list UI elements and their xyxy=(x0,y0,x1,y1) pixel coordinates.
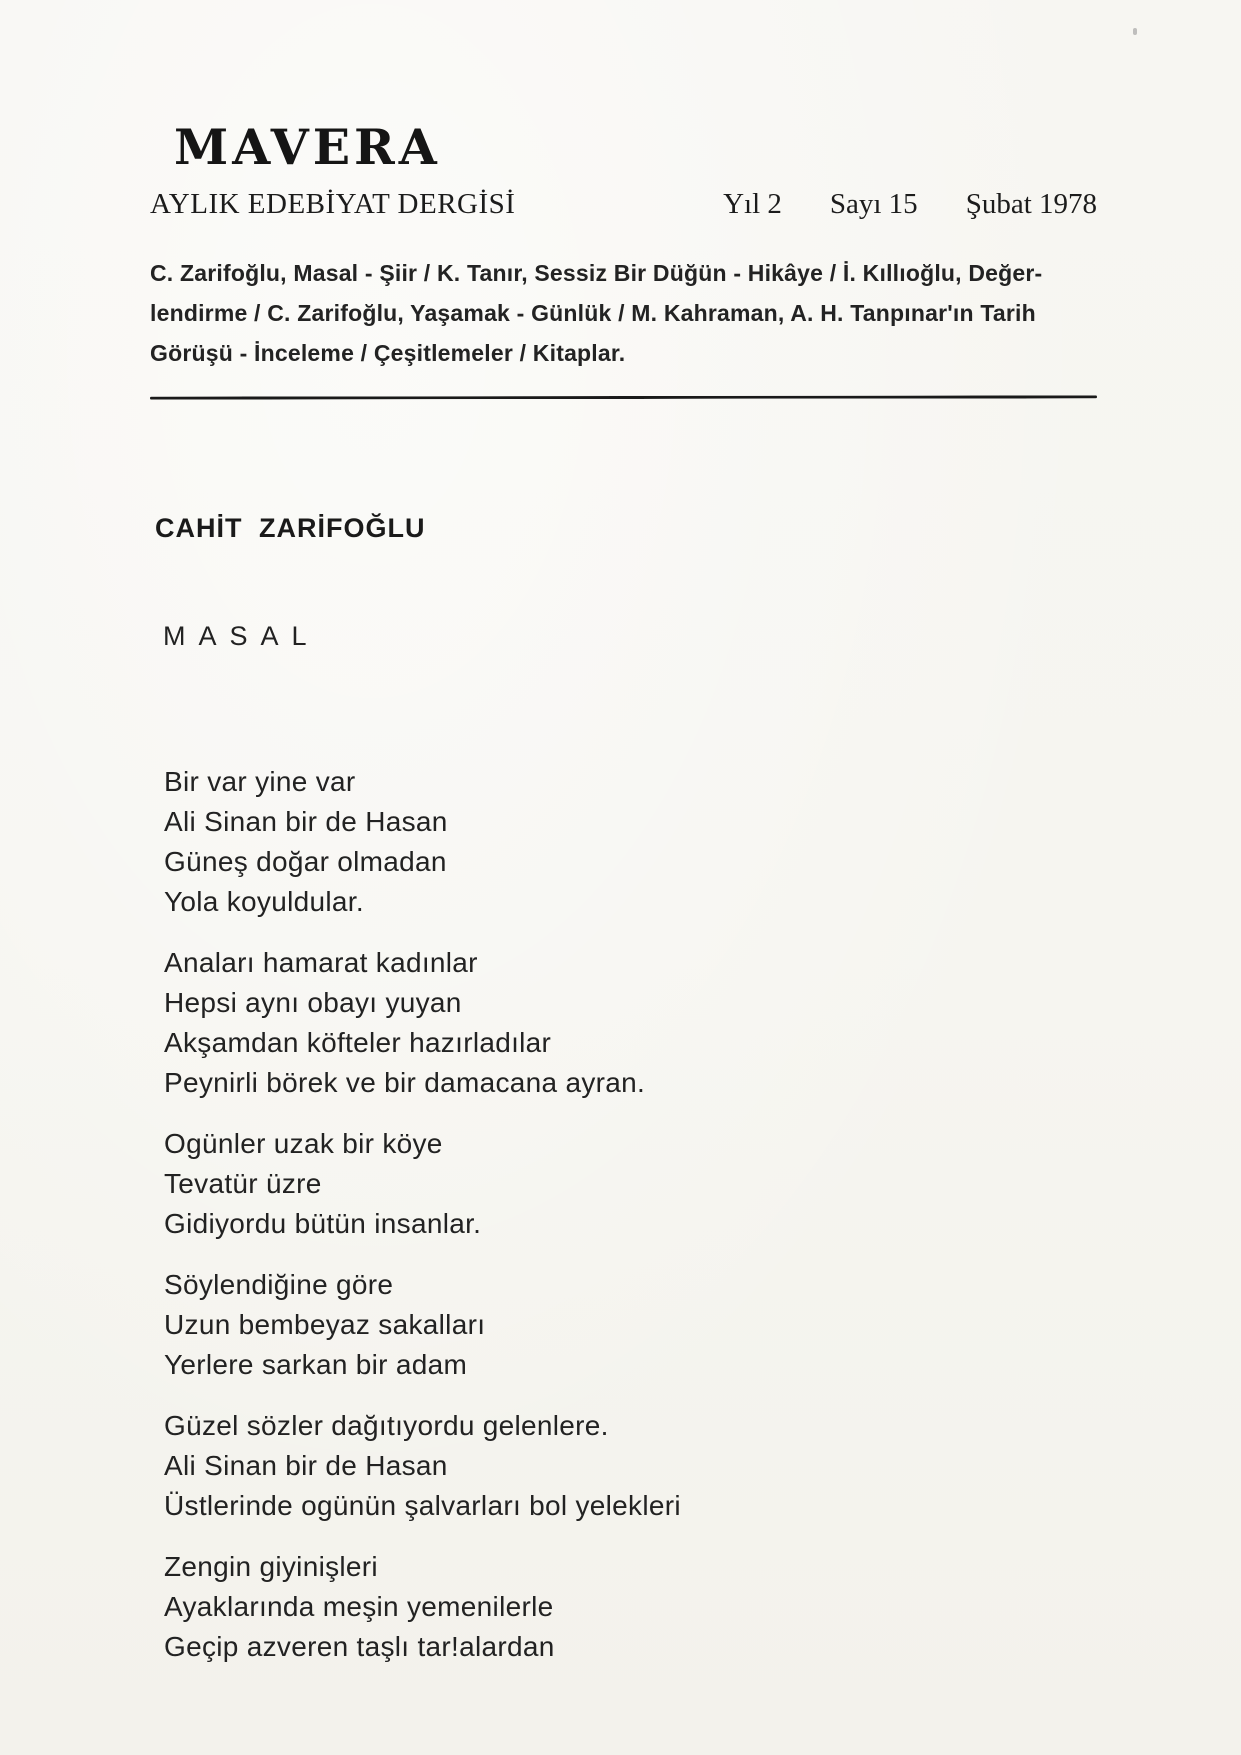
poem-line: Uzun bembeyaz sakalları xyxy=(164,1309,486,1340)
poem-line: Anaları hamarat kadınlar xyxy=(164,947,478,978)
poem-line: Yerlere sarkan bir adam xyxy=(164,1349,468,1380)
article-author: CAHİT ZARİFOĞLU xyxy=(155,513,426,543)
poem-line: Ali Sinan bir de Hasan xyxy=(164,1450,448,1481)
magazine-header-row xyxy=(150,188,1097,221)
scan-speck xyxy=(1133,28,1137,35)
poem-line: Üstlerinde ogünün şalvarları bol yelekleri xyxy=(164,1490,681,1521)
magazine-masthead: MAVERA xyxy=(174,118,441,176)
poem-stanza xyxy=(164,943,1097,1103)
issue-number: Sayı 15 xyxy=(829,188,918,220)
issue-year: Yıl 2 xyxy=(723,188,782,220)
poem-stanza xyxy=(164,1265,1097,1385)
contents-line: Görüşü - İnceleme / Çeşitlemeler / Kitaplar. xyxy=(150,340,626,366)
poem-line: Ogünler uzak bir köye xyxy=(164,1128,443,1159)
poem-line: Gidiyordu bütün insanlar. xyxy=(164,1208,482,1239)
poem-line: Akşamdan köfteler hazırladılar xyxy=(164,1027,552,1058)
header-divider-rule xyxy=(150,395,1097,399)
issue-info-group xyxy=(723,188,1097,221)
poem-stanza xyxy=(164,1124,1097,1244)
poem-title: MASAL xyxy=(163,621,320,651)
poem xyxy=(164,762,1097,1667)
poem-line: Hepsi aynı obayı yuyan xyxy=(164,987,462,1018)
contents-line: lendirme / C. Zarifoğlu, Yaşamak - Günlük / M. Kahraman, A. H. Tanpınar'ın Tarih xyxy=(150,300,1036,326)
poem-line: Ayaklarında meşin yemenilerle xyxy=(164,1591,554,1622)
issue-date: Şubat 1978 xyxy=(965,188,1097,220)
poem-stanza xyxy=(164,762,1097,922)
poem-line: Söylendiğine göre xyxy=(164,1269,394,1300)
poem-line: Ali Sinan bir de Hasan xyxy=(164,806,448,837)
poem-line: Bir var yine var xyxy=(164,766,356,797)
poem-line: Güzel sözler dağıtıyordu gelenlere. xyxy=(164,1410,609,1441)
poem-stanza xyxy=(164,1406,1097,1526)
poem-line: Yola koyuldular. xyxy=(164,886,364,917)
poem-line: Güneş doğar olmadan xyxy=(164,846,447,877)
magazine-subtitle: AYLIK EDEBİYAT DERGİSİ xyxy=(150,188,516,220)
poem-line: Tevatür üzre xyxy=(164,1168,322,1199)
poem-line: Zengin giyinişleri xyxy=(164,1551,378,1582)
table-of-contents xyxy=(150,253,1097,373)
poem-line: Geçip azveren taşlı tar!alardan xyxy=(164,1631,555,1662)
poem-stanza xyxy=(164,1547,1097,1667)
poem-line: Peynirli börek ve bir damacana ayran. xyxy=(164,1067,646,1098)
contents-line: C. Zarifoğlu, Masal - Şiir / K. Tanır, Sessiz Bir Düğün - Hikâye / İ. Kıllıoğlu, Değer- xyxy=(150,260,1043,286)
